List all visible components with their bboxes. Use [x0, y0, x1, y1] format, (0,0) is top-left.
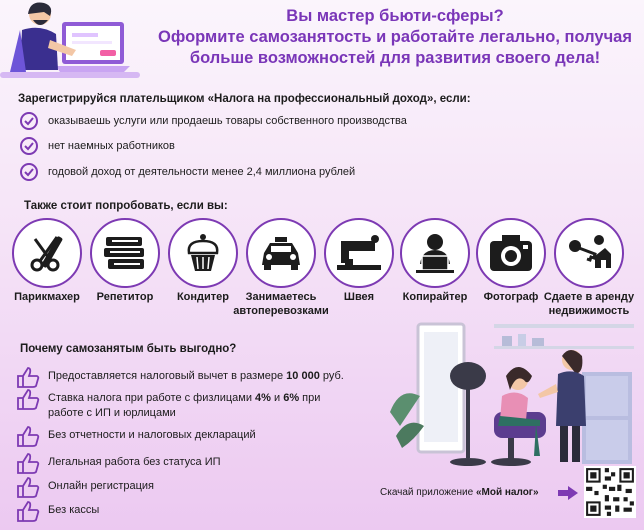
app-promo: Скачай приложение «Мой налог» — [380, 487, 539, 498]
profession-label: Репетитор — [96, 291, 154, 303]
profession-label: Парикмахер — [14, 291, 80, 303]
camera-icon — [476, 218, 546, 288]
books-icon — [90, 218, 160, 288]
benefit-text: Предоставляется налоговый вычет в размере 10 000 руб. — [48, 370, 344, 382]
headline-line-3: больше возможностей для развития своего дела! — [189, 49, 601, 67]
also-try-heading: Также стоит попробовать, если вы: — [24, 200, 228, 212]
profession-label: Копирайтер — [402, 291, 468, 303]
headline-line-1: Вы мастер бьюти-сферы? — [286, 7, 504, 25]
taxi-icon — [246, 218, 316, 288]
check-icon — [20, 112, 38, 130]
thumbs-up-icon — [16, 388, 40, 410]
profession-label: Фотограф — [483, 291, 539, 303]
qr-code[interactable] — [584, 466, 636, 518]
benefit-text: Без кассы — [48, 504, 100, 516]
profession-label — [539, 290, 639, 318]
condition-item — [20, 162, 580, 182]
condition-text: оказываешь услуги или продаешь товары собственного производства — [48, 115, 407, 127]
benefit-text: Ставка налога при работе с физлицами 4% и 6% при работе с ИП и юрлицами — [48, 392, 321, 419]
thumbs-up-icon — [16, 425, 40, 447]
keys-house-icon — [554, 218, 624, 288]
check-icon — [20, 163, 38, 181]
intro-text: Зарегистрируйся плательщиком «Налога на профессиональный доход», если: — [18, 93, 471, 105]
hero-illustration — [0, 0, 150, 84]
benefit-item — [16, 476, 386, 498]
benefit-item — [16, 388, 386, 421]
scissors-comb-icon — [12, 218, 82, 288]
salon-illustration — [390, 316, 640, 476]
benefit-text: Без отчетности и налоговых деклараций — [48, 429, 256, 441]
benefits-heading: Почему самозанятым быть выгодно? — [20, 343, 237, 355]
profession-label: Швея — [343, 291, 375, 303]
thumbs-up-icon — [16, 452, 40, 474]
condition-text: нет наемных работников — [48, 140, 175, 152]
sewing-machine-icon — [324, 218, 394, 288]
benefit-text: Легальная работа без статуса ИП — [48, 456, 221, 468]
condition-text: годовой доход от деятельности менее 2,4 миллиона рублей — [48, 166, 356, 178]
thumbs-up-icon — [16, 500, 40, 522]
check-icon — [20, 137, 38, 155]
benefit-item — [16, 425, 386, 447]
cupcake-icon — [168, 218, 238, 288]
benefit-item — [16, 500, 386, 522]
profession-label: Кондитер — [176, 291, 230, 303]
condition-item — [20, 111, 580, 131]
thumbs-up-icon — [16, 476, 40, 498]
thumbs-up-icon — [16, 366, 40, 388]
arrow-right-icon — [558, 486, 578, 500]
profession-label-line-2: недвижимость — [548, 305, 630, 317]
condition-item — [20, 136, 580, 156]
profession-label-line-1: Занимаетесь — [245, 291, 317, 303]
profession-label-line-2: автоперевозками — [233, 305, 329, 317]
person-laptop-icon — [400, 218, 470, 288]
benefit-item — [16, 452, 386, 474]
benefit-text: Онлайн регистрация — [48, 480, 155, 492]
headline — [150, 6, 640, 69]
benefit-item — [16, 366, 386, 388]
profession-label-line-1: Сдаете в аренду — [543, 291, 635, 303]
headline-line-2: Оформите самозанятость и работайте легально, получая — [158, 28, 632, 46]
